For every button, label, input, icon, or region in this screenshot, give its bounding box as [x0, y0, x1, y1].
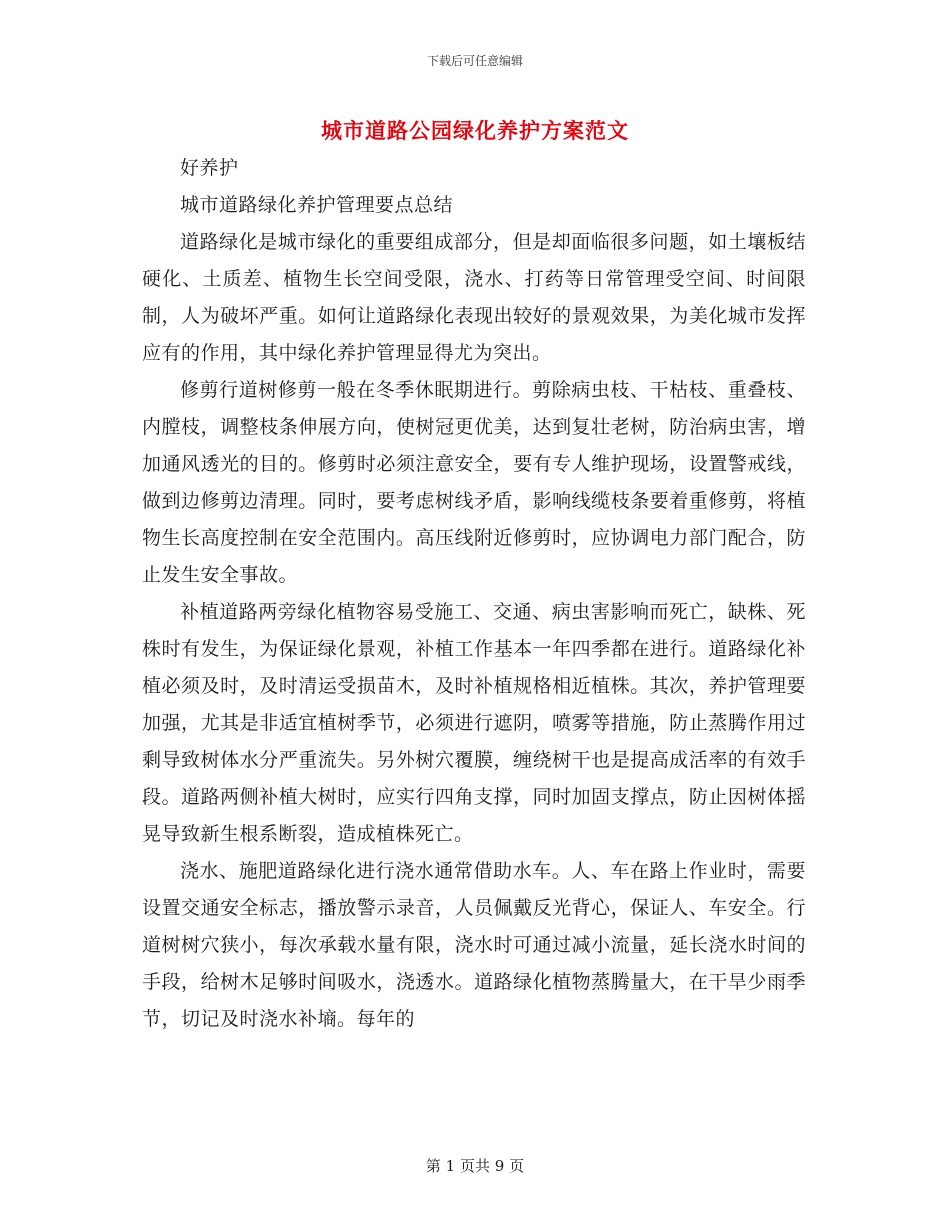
page-number-footer: 第 1 页共 9 页	[425, 1157, 525, 1175]
document-title: 城市道路公园绿化养护方案范文	[321, 118, 629, 143]
paragraph-watering: 浇水、施肥道路绿化进行浇水通常借助水车。人、车在路上作业时，需要设置交通安全标志，播放警示录音，人员佩戴反光背心，保证人、车安全。行道树树穴狭小，每次承载水量有限，浇水时可通过减小流量，延长浇水时间的手段，给树木足够时间吸水，浇透水。道路绿化植物蒸腾量大，在干旱少雨季节，切记及时浇水补墒。每年的	[142, 860, 806, 1030]
page-header-note: 下载后可任意编辑	[426, 54, 523, 68]
paragraph-subtitle-2: 城市道路绿化养护管理要点总结	[180, 194, 454, 216]
paragraph-pruning: 修剪行道树修剪一般在冬季休眠期进行。剪除病虫枝、干枯枝、重叠枝、内膛枝，调整枝条伸展方向，使树冠更优美，达到复壮老树，防治病虫害，增加通风透光的目的。修剪时必须注意安全，要有专人维护现场，设置警戒线，做到边修剪边清理。同时，要考虑树线矛盾，影响线缆枝条要着重修剪，将植物生长高度控制在安全范围内。高压线附近修剪时，应协调电力部门配合，防止发生安全事故。	[142, 379, 806, 586]
paragraph-replanting: 补植道路两旁绿化植物容易受施工、交通、病虫害影响而死亡，缺株、死株时有发生，为保证绿化景观，补植工作基本一年四季都在进行。道路绿化补植必须及时，及时清运受损苗木，及时补植规格相近植株。其次，养护管理要加强，尤其是非适宜植树季节，必须进行遮阴，喷雾等措施，防止蒸腾作用过剩导致树体水分严重流失。另外树穴覆膜，缠绕树干也是提高成活率的有效手段。道路两侧补植大树时，应实行四角支撑，同时加固支撑点，防止因树体摇晃导致新生根系断裂，造成植株死亡。	[142, 601, 806, 845]
paragraph-subtitle-1: 好养护	[180, 157, 239, 179]
paragraph-intro: 道路绿化是城市绿化的重要组成部分，但是却面临很多问题，如土壤板结硬化、土质差、植物生长空间受限，浇水、打药等日常管理受空间、时间限制，人为破坏严重。如何让道路绿化表现出较好的景观效果，为美化城市发挥应有的作用，其中绿化养护管理显得尤为突出。	[142, 231, 806, 364]
document-body	[142, 150, 806, 1038]
